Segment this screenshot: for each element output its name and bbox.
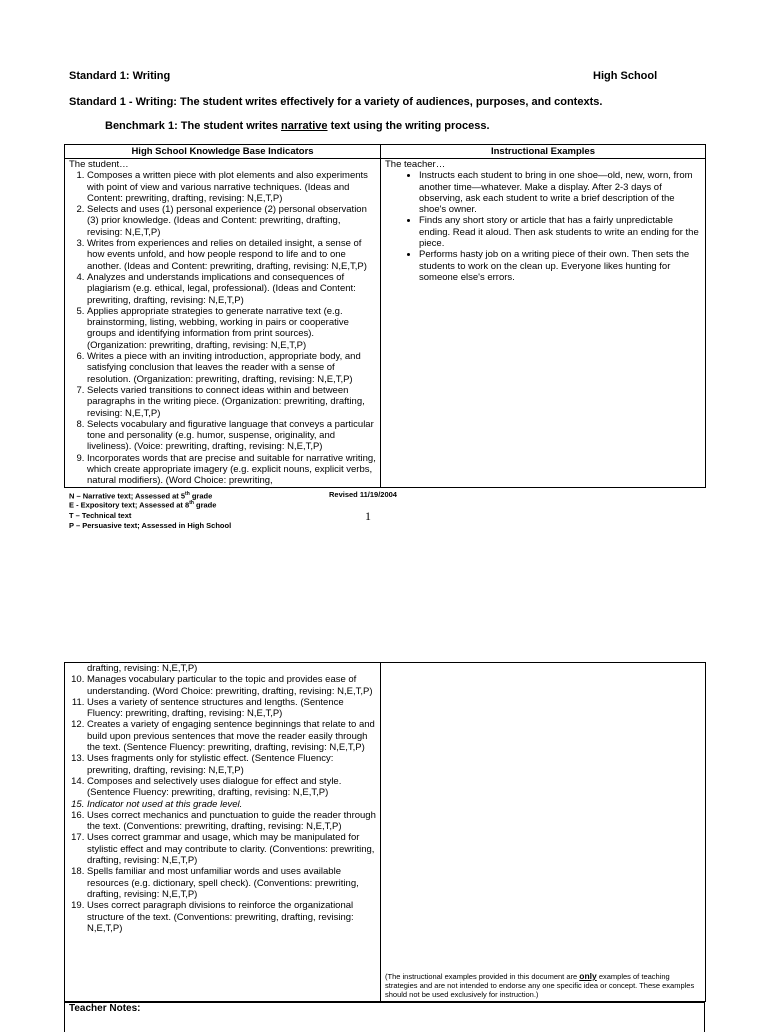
indicator-item: 8. Selects vocabulary and figurative language that conveys a particular tone and personality (e.g. humor, suspense, originality, and liveliness). (Voice: prewriting, drafting, revising: N,E,T,P) [87, 419, 376, 453]
indicator-item: 6. Writes a piece with an inviting introduction, appropriate body, and satisfying conclusion that leaves the reader with a sense of resolution. (Organization: prewriting, drafting, revising: N,E,T,P) [87, 351, 376, 385]
benchmark-statement [105, 120, 490, 132]
indicator-item: 4. Analyzes and understands implications and consequences of plagiarism (e.g. ethical, legal, professional). (Ideas and Content: prewriting, drafting, revising: N,E,T,P) [87, 272, 376, 306]
benchmark-prefix: Benchmark 1: The student writes [105, 120, 282, 132]
indicator-item: 9. Incorporates words that are precise and suitable for narrative writing, which create appropriate imagery (e.g. explicit nouns, explicit verbs, natural modifiers). (Word Choice: prewriting, [87, 453, 376, 487]
standard-statement: Standard 1 - Writing: The student writes effectively for a variety of audiences, purposes, and contexts. [69, 96, 603, 108]
indicator-item: 1. Composes a written piece with plot elements and also experiments with point of view and various narrative techniques. (Ideas and Content: prewriting, drafting, revising: N,E,T,P) [87, 170, 376, 204]
examples-intro: The teacher… [385, 159, 446, 170]
indicators-list-continued [69, 674, 376, 934]
indicators-table [64, 144, 706, 488]
legend-e-sup: th [189, 500, 194, 506]
legend-e-text: E - Expository text; Assessed at 8 [69, 500, 190, 510]
benchmark-suffix: text using the writing process. [327, 120, 490, 132]
indicator-item: 5. Applies appropriate strategies to generate narrative text (e.g. brainstorming, listing, webbing, working in pairs or cooperative groups and identifying information from print sources). (Organization: prewriting, drafting, revising: N,E,T,P) [87, 306, 376, 351]
disclaimer-pre: (The instructional examples provided in this document are [385, 972, 580, 981]
indicator-item: 12. Creates a variety of engaging sentence beginnings that relate to and build upon previous sentences that move the reader easily through the text. (Sentence Fluency: prewriting, drafting, revising: N,E,T,P) [87, 719, 376, 753]
indicator-item: 7. Selects varied transitions to connect ideas within and between paragraphs in the writing piece. (Organization: prewriting, drafting, revising: N,E,T,P) [87, 385, 376, 419]
indicators-cell [65, 159, 381, 488]
examples-cell [381, 159, 706, 488]
indicators-table-continued [64, 662, 706, 1002]
legend-n-post: grade [189, 491, 213, 501]
col-header-indicators: High School Knowledge Base Indicators [65, 145, 381, 159]
disclaimer-post: examples of teaching strategies and are not intended to endorse any one specific idea or concept. These examples should not be used exclusively for instruction.) [385, 972, 695, 999]
indicators-list [69, 170, 376, 486]
indicator-item: 15. Indicator not used at this grade level. [87, 799, 376, 810]
indicator-item: 14. Composes and selectively uses dialogue for effect and style. (Sentence Fluency: prewriting, drafting, revising: N,E,T,P) [87, 776, 376, 799]
indicator-item: 13. Uses fragments only for stylistic effect. (Sentence Fluency: prewriting, drafting, revising: N,E,T,P) [87, 753, 376, 776]
teacher-notes-label: Teacher Notes: [69, 1003, 141, 1014]
indicators-cell-continued [65, 663, 381, 1002]
disclaimer-emphasis: only [579, 971, 597, 981]
teacher-notes-box [64, 1002, 705, 1032]
examples-cell-continued [381, 663, 706, 1002]
indicator-item: 18. Spells familiar and most unfamiliar words and uses available resources (e.g. dictionary, spell check). (Conventions: prewriting, drafting, revising: N,E,T,P) [87, 866, 376, 900]
level-label: High School [593, 70, 658, 82]
indicator-9-continuation: drafting, revising: N,E,T,P) [87, 663, 198, 674]
indicator-item: 17. Uses correct grammar and usage, which may be manipulated for stylistic effect and may contribute to clarity. (Conventions: prewriting, drafting, revising: N,E,T,P) [87, 832, 376, 866]
benchmark-underlined-word: narrative [281, 120, 328, 132]
indicator-item: 3. Writes from experiences and relies on detailed insight, a sense of how events unfold, and how people respond to life and to one another. (Ideas and Content: prewriting, drafting, revising: N,E,T,P) [87, 238, 376, 272]
legend-n-sup: th [185, 491, 190, 497]
legend-technical: T – Technical text [69, 511, 132, 520]
legend-expository [69, 499, 216, 510]
legend-n-text: N – Narrative text; Assessed at 5 [69, 491, 186, 501]
standard-title: Standard 1: Writing [69, 70, 171, 82]
legend-e-post: grade [193, 500, 217, 510]
page-number: 1 [365, 509, 371, 523]
example-item: • Instructs each student to bring in one shoe—old, new, worn, from another time—whatever. Make a display. After 2-3 days of observing, ask each student to write a brief description of the shoe's owner. [419, 170, 701, 215]
indicators-intro: The student… [69, 159, 129, 170]
indicator-item: 10. Manages vocabulary particular to the topic and provides ease of understanding. (Word Choice: prewriting, drafting, revising: N,E,T,P) [87, 674, 376, 697]
disclaimer [385, 972, 701, 999]
indicator-item: 2. Selects and uses (1) personal experience (2) personal observation (3) prior knowledge. (Ideas and Content: prewriting, drafting, revising: N,E,T,P) [87, 204, 376, 238]
examples-list [385, 170, 701, 283]
legend-persuasive: P – Persuasive text; Assessed in High School [69, 521, 232, 530]
col-header-examples: Instructional Examples [381, 145, 706, 159]
indicator-item: 19. Uses correct paragraph divisions to reinforce the organizational structure of the text. (Conventions: prewriting, drafting, revising: N,E,T,P) [87, 900, 376, 934]
revised-date: Revised 11/19/2004 [329, 490, 397, 499]
example-item: • Finds any short story or article that has a fairly unpredictable ending. Read it aloud. Then ask students to write an ending for the piece. [419, 215, 701, 249]
indicator-item: 11. Uses a variety of sentence structures and lengths. (Sentence Fluency: prewriting, drafting, revising: N,E,T,P) [87, 697, 376, 720]
example-item: • Performs hasty job on a writing piece of their own. Then sets the students to work on the clean up. Everyone likes hunting for someone else's errors. [419, 249, 701, 283]
indicator-item: 16. Uses correct mechanics and punctuation to guide the reader through the text. (Conventions: prewriting, drafting, revising: N,E,T,P) [87, 810, 376, 833]
